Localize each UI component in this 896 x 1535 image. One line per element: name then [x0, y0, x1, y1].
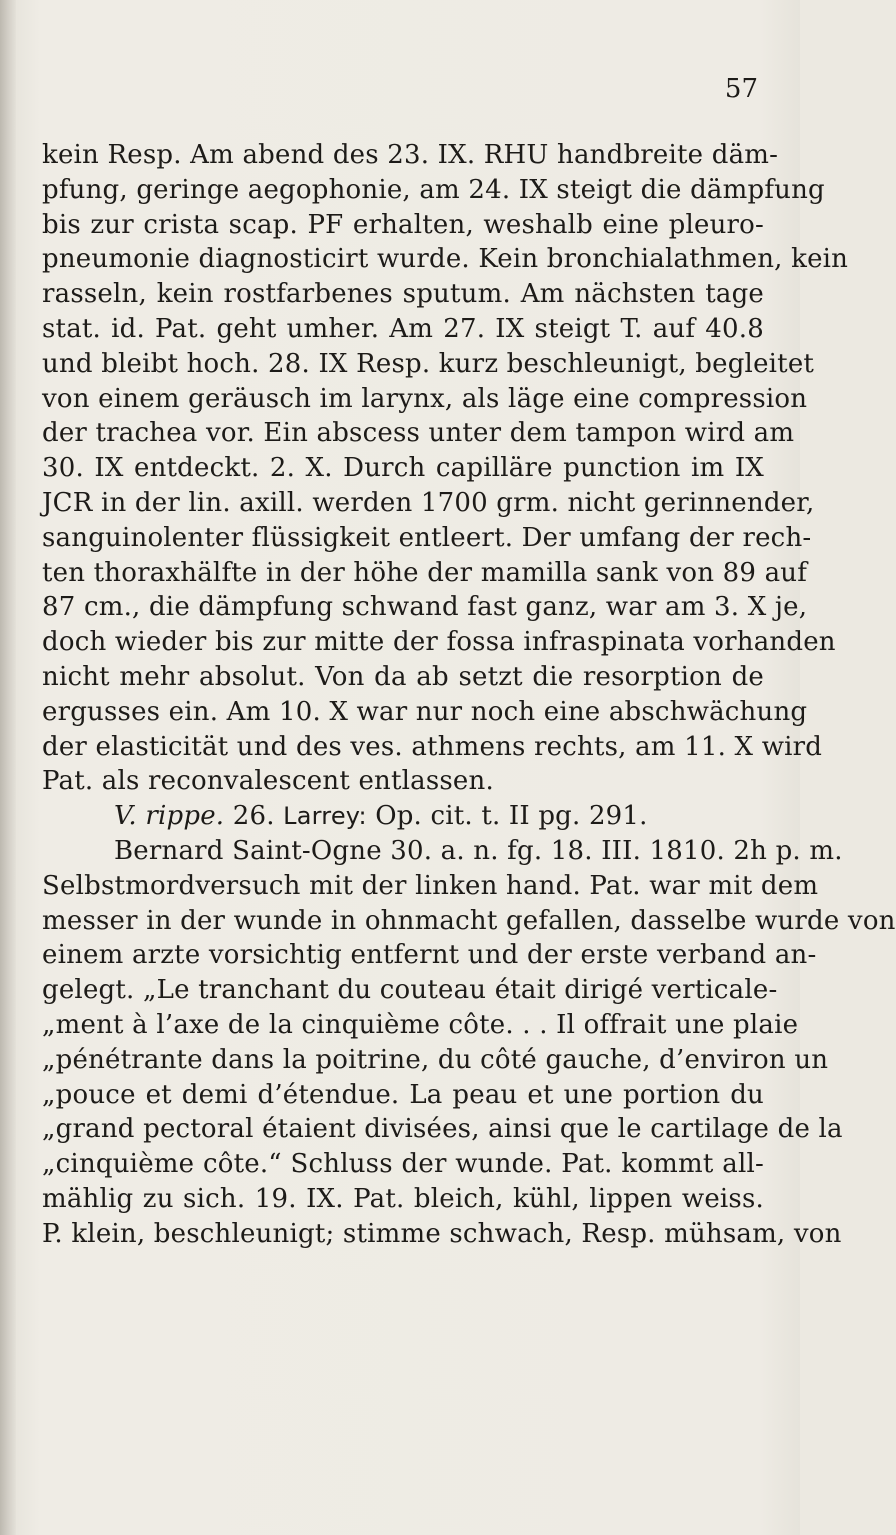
- text-line: von einem geräusch im larynx, als läge eine compression: [42, 383, 808, 414]
- text-line: ergusses ein. Am 10. X war nur noch eine abschwächung: [42, 696, 808, 727]
- text-line: ten thoraxhälfte in der höhe der mamilla sank von 89 auf: [42, 557, 808, 588]
- book-gutter: [0, 0, 16, 1535]
- text-line: 87 cm., die dämpfung schwand fast ganz, war am 3. X je,: [42, 592, 808, 623]
- case-line: „ment à l’axe de la cinquième côte. . . Il offrait une plaie: [42, 1009, 799, 1040]
- case-line: „cinquième côte.“ Schluss der wunde. Pat. kommt all-: [42, 1149, 764, 1180]
- text-line: pneumonie diagnosticirt wurde. Kein bronchialathmen, kein: [42, 244, 849, 275]
- case-heading: [42, 799, 764, 834]
- text-line: bis zur crista scap. PF erhalten, weshalb eine pleuro-: [42, 209, 764, 240]
- text-line: der trachea vor. Ein abscess unter dem tampon wird am: [42, 418, 795, 449]
- text-line: sanguinolenter flüssigkeit entleert. Der umfang der rech-: [42, 522, 812, 553]
- text-line: Pat. als reconvalescent entlassen.: [42, 766, 494, 797]
- text-line: JCR in der lin. axill. werden 1700 grm. nicht gerinnender,: [42, 487, 815, 518]
- case-line: „pouce et demi d’étendue. La peau et une portion du: [42, 1079, 764, 1110]
- text-line: und bleibt hoch. 28. IX Resp. kurz beschleunigt, begleitet: [42, 348, 815, 379]
- text-line: nicht mehr absolut. Von da ab setzt die resorption de: [42, 661, 764, 692]
- text-line: rasseln, kein rostfarbenes sputum. Am nächsten tage: [42, 279, 764, 310]
- case-line: Selbstmordversuch mit der linken hand. Pat. war mit dem: [42, 870, 819, 901]
- case-line: messer in der wunde in ohnmacht gefallen, dasselbe wurde von: [42, 905, 896, 936]
- case-line: gelegt. „Le tranchant du couteau était dirigé verticale-: [42, 975, 778, 1006]
- case-heading-prefix: V.: [114, 801, 137, 832]
- case-line: mählig zu sich. 19. IX. Pat. bleich, kühl, lippen weiss.: [42, 1183, 764, 1214]
- case-line: einem arzte vorsichtig entfernt und der erste verband an-: [42, 940, 817, 971]
- case-heading-author: Larrey:: [283, 802, 367, 831]
- case-heading-num: 26.: [232, 801, 275, 832]
- text-line: kein Resp. Am abend des 23. IX. RHU handbreite däm-: [42, 140, 779, 170]
- case-heading-italic: rippe.: [145, 801, 225, 832]
- text-line: der elasticität und des ves. athmens rechts, am 11. X wird: [42, 731, 823, 762]
- text-line: doch wieder bis zur mitte der fossa infraspinata vorhanden: [42, 627, 836, 658]
- case-heading-ref: Op. cit. t. II pg. 291.: [375, 801, 648, 832]
- text-line: 30. IX entdeckt. 2. X. Durch capilläre punction im IX: [42, 453, 764, 484]
- text-block: [42, 138, 896, 1252]
- case-line: Bernard Saint-Ogne 30. a. n. fg. 18. III. 1810. 2h p. m.: [114, 835, 843, 866]
- case-line: „grand pectoral étaient divisées, ainsi que le cartilage de la: [42, 1114, 843, 1145]
- page-number: 57: [724, 74, 758, 104]
- case-line: P. klein, beschleunigt; stimme schwach, Resp. mühsam, von: [42, 1218, 842, 1249]
- text-line: stat. id. Pat. geht umher. Am 27. IX steigt T. auf 40.8: [42, 313, 764, 344]
- text-line: pfung, geringe aegophonie, am 24. IX steigt die dämpfung: [42, 174, 825, 205]
- case-line: „pénétrante dans la poitrine, du côté gauche, d’environ un: [42, 1044, 829, 1075]
